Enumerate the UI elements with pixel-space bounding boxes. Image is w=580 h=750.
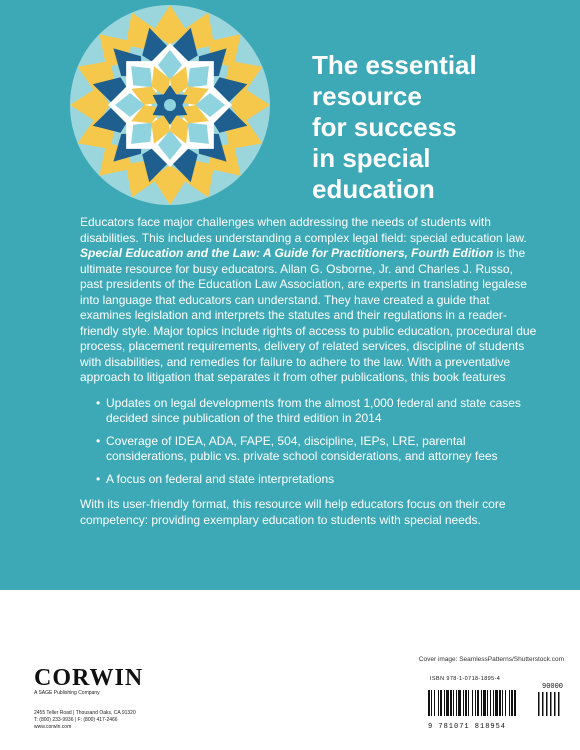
feature-list (80, 396, 538, 488)
barcode-number: 9 781071 818954 (428, 723, 507, 731)
headline-line: education (312, 174, 435, 204)
headline-line: The essential (312, 50, 477, 80)
phone-line: T: (800) 233-9936 | F: (800) 417-2466 (34, 717, 118, 723)
mandala-illustration (64, 2, 276, 208)
feature-item: • Updates on legal developments from the almost 1,000 federal and state cases decided since publication of the third edition in 2014 (96, 396, 538, 427)
book-title: Special Education and the Law: A Guide for Practitioners, Fourth Edition (80, 246, 494, 260)
intro-text-1: Educators face major challenges when addressing the needs of students with disabilities. This includes understanding a complex legal field: special education law. (80, 215, 527, 245)
headline (312, 50, 562, 205)
headline-line: in special (312, 143, 431, 173)
publisher-name: CORWIN (34, 665, 144, 691)
headline-line: resource (312, 81, 422, 111)
intro-paragraph (80, 215, 538, 386)
address-line: 2455 Teller Road | Thousand Oaks, CA 91320 (34, 710, 136, 716)
feature-item: • Coverage of IDEA, ADA, FAPE, 504, discipline, IEPs, LRE, parental considerations, public vs. private school considerations, and attorney fees (96, 434, 538, 465)
back-cover-bottom (0, 590, 580, 750)
barcode-icon (426, 682, 566, 718)
headline-line: for success (312, 112, 457, 142)
publisher-tagline: A SAGE Publishing Company (34, 690, 100, 696)
feature-item: • A focus on federal and state interpretations (96, 472, 538, 488)
description (80, 215, 538, 538)
publisher-logo (34, 665, 143, 696)
isbn-text: ISBN 978-1-0718-1895-4 (430, 676, 501, 682)
publisher-address (34, 710, 136, 731)
intro-text-2: is the ultimate resource for busy educators. Allan G. Osborne, Jr. and Charles J. Russo, past presidents of the Education Law Association, are experts in translating legalese into language that educators can understand. They have created a guide that examines legislation and interprets the statutes and their regulations in a reader-friendly style. Major topics include rights of access to public education, procedural due process, placement requirements, delivery of related services, discipline of students with disabilities, and remedies for failure to adhere to the law. With a preventative approach to litigation that separates it from other publications, this book features (80, 246, 537, 384)
closing-paragraph: With its user-friendly format, this resource will help educators focus on their core competency: providing exemplary education to students with special needs. (80, 497, 506, 527)
cover-credit: Cover image: SeamlessPatterns/Shutterstock.com (418, 656, 564, 663)
barcode-addon: 90000 (542, 683, 564, 691)
website: www.corwin.com (34, 724, 72, 730)
barcode-block (426, 676, 566, 732)
